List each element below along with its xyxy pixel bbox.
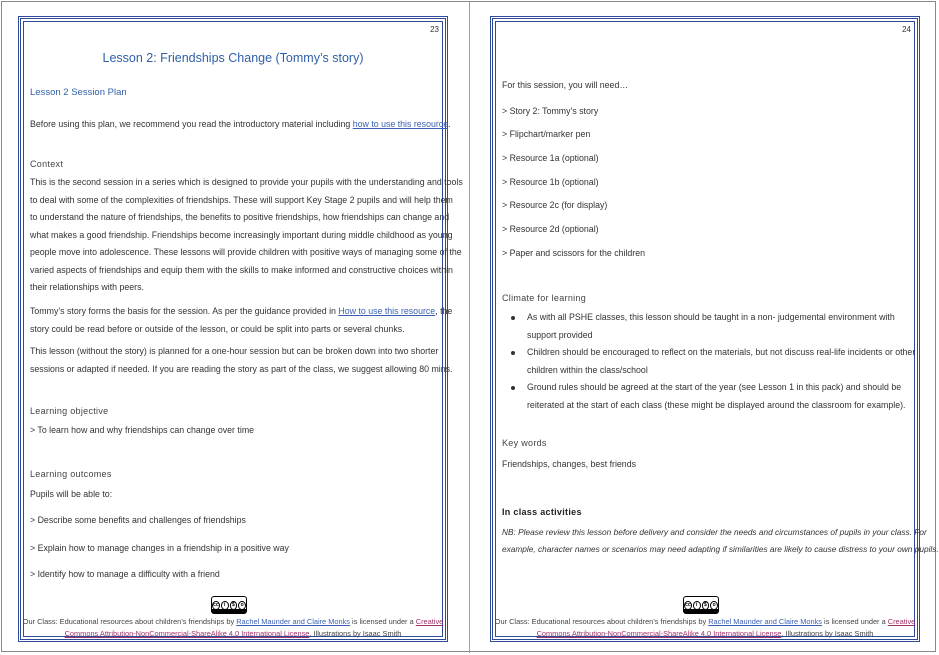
license-link[interactable]: Creative	[887, 617, 916, 626]
key-words: Friendships, changes, best friends	[502, 459, 636, 469]
outcomes-intro: Pupils will be able to:	[30, 489, 113, 499]
outcome-item: > Describe some benefits and challenges of friendships	[30, 515, 246, 525]
license-link[interactable]: Creative	[415, 617, 444, 626]
materials-item: > Resource 2c (for display)	[502, 200, 608, 210]
how-to-use-link[interactable]: how to use this resource	[352, 119, 449, 129]
license-link[interactable]: Commons Attribution-NonCommercial-ShareAlike 4.0 International License	[536, 629, 782, 638]
materials-item: > Resource 1a (optional)	[502, 153, 599, 163]
nb-note: NB: Please review this lesson before delivery and consider the needs and circumstances of pupils in your class. For example, character names or scenarios may need adapting if similarities are likely to cause distress to your own pupils.	[502, 527, 939, 554]
creative-commons-icon: cc i $ o	[683, 596, 719, 614]
learning-objective-heading: Learning objective	[30, 406, 109, 416]
materials-item: > Resource 2d (optional)	[502, 224, 599, 234]
in-class-activities-heading: In class activities	[502, 507, 582, 517]
page-number: 24	[902, 25, 911, 34]
page-number: 23	[430, 25, 439, 34]
outcome-item: > Identify how to manage a difficulty with a friend	[30, 569, 220, 579]
context-paragraph: This is the second session in a series which is designed to provide your pupils with the understanding and tools to deal with some of the complexities of friendships. These will support Key Stage 2 pupils and will help them to understand the nature of friendships, the benefits to positive friendships, how friendships can change and what makes a good friendship. Friendships become increasingly important during middle childhood as young people move into adolescence. These lessons will provide children with positive ways of managing some of the varied aspects of friendships and equip them with the skills to make informed and constructive choices within their relationships with peers.	[30, 177, 463, 292]
intro-paragraph: Before using this plan, we recommend you read the introductory material including how to use this resource.	[30, 119, 451, 129]
climate-item: Ground rules should be agreed at the start of the year (see Lesson 1 in this pack) and should be reiterated at the start of each class (these might be displayed around the classroom for example).	[502, 379, 915, 414]
learning-objective-item: > To learn how and why friendships can change over time	[30, 425, 255, 435]
authors-link[interactable]: Rachel Maunder and Claire Monks	[236, 617, 350, 626]
climate-heading: Climate for learning	[502, 293, 587, 303]
materials-item: > Resource 1b (optional)	[502, 177, 599, 187]
authors-link[interactable]: Rachel Maunder and Claire Monks	[708, 617, 822, 626]
context-heading: Context	[30, 159, 64, 169]
license-footer: Our Class: Educational resources about children’s friendships by Rachel Maunder and Claire Monks is licensed under a Creative Commons Attribution-NonCommercial-ShareAlike 4.0 International License, Illustrations by Isaac Smith	[494, 617, 916, 638]
how-to-use-link-2[interactable]: How to use this resource	[338, 306, 436, 316]
page-24	[490, 16, 939, 642]
page-23	[18, 16, 463, 642]
lesson-duration-paragraph: This lesson (without the story) is planned for a one-hour session but can be broken down into two shorter sessions or adapted if needed. If you are reading the story as part of the class, we suggest allowing 80 mins.	[30, 346, 453, 374]
creative-commons-icon: cc i $ o	[211, 596, 247, 614]
learning-outcomes-heading: Learning outcomes	[30, 469, 112, 479]
lesson-title: Lesson 2: Friendships Change (Tommy’s story)	[102, 51, 364, 65]
outcome-item: > Explain how to manage changes in a friendship in a positive way	[30, 543, 289, 553]
license-footer: Our Class: Educational resources about children’s friendships by Rachel Maunder and Claire Monks is licensed under a Creative Commons Attribution-NonCommercial-ShareAlike 4.0 International License, Illustrations by Isaac Smith	[22, 617, 444, 638]
tommy-paragraph: Tommy’s story forms the basis for the session. As per the guidance provided in How to use this resource, the story could be read before or outside of the lesson, or could be split into parts or several chunks.	[30, 306, 453, 334]
materials-item: > Paper and scissors for the children	[502, 248, 646, 258]
session-plan-heading: Lesson 2 Session Plan	[30, 87, 127, 98]
climate-item: Children should be encouraged to reflect on the materials, but not discuss real-life incidents or other children within the class/school	[502, 344, 915, 379]
license-link[interactable]: Commons Attribution-NonCommercial-ShareAlike 4.0 International License	[64, 629, 310, 638]
materials-heading: For this session, you will need…	[502, 80, 629, 90]
materials-item: > Flipchart/marker pen	[502, 129, 591, 139]
page-divider	[469, 1, 470, 653]
key-words-heading: Key words	[502, 438, 547, 448]
climate-item: As with all PSHE classes, this lesson should be taught in a non- judgemental environment with support provided	[502, 309, 915, 344]
materials-item: > Story 2: Tommy’s story	[502, 106, 599, 116]
climate-list	[502, 309, 915, 414]
